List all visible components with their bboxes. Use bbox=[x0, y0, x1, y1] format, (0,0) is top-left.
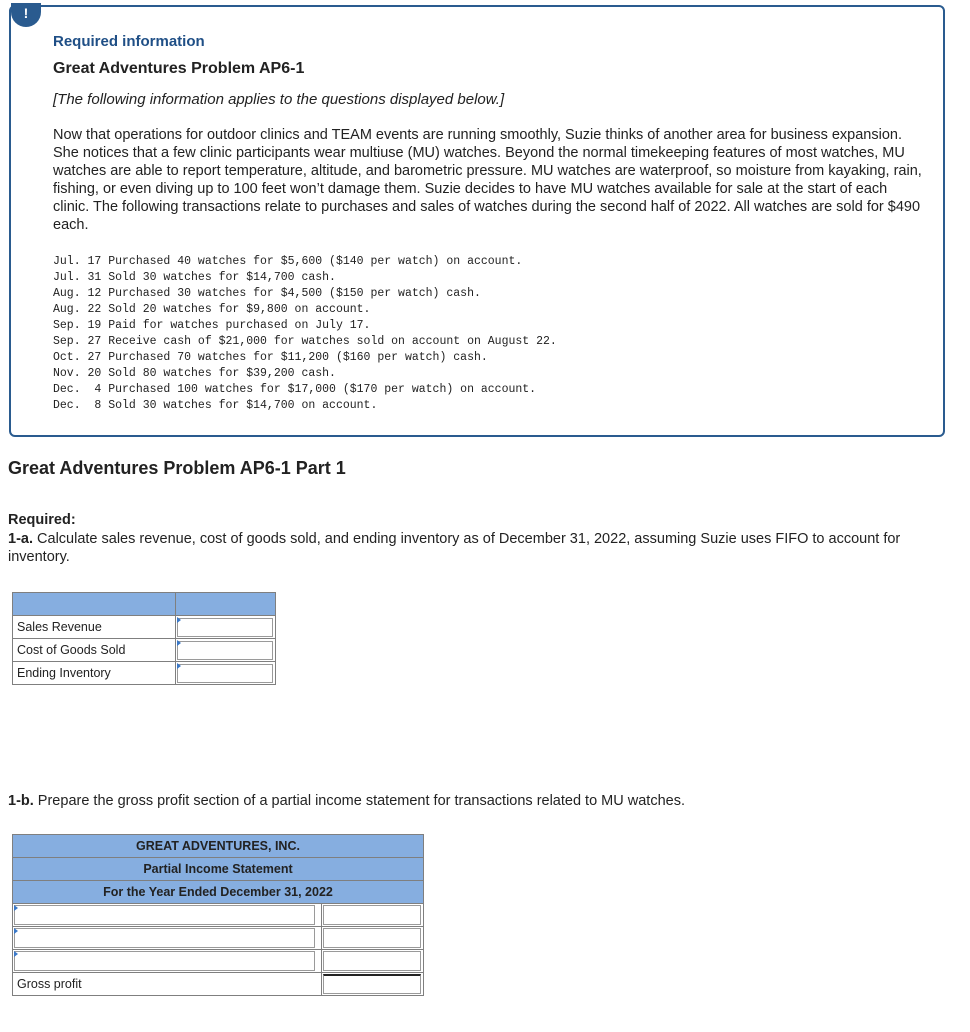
input-marker-icon bbox=[177, 640, 181, 646]
alert-icon: ! bbox=[11, 3, 41, 27]
required-information-heading: Required information bbox=[53, 33, 205, 50]
input-marker-icon bbox=[177, 663, 181, 669]
problem-narrative: Now that operations for outdoor clinics and TEAM events are running smoothly, Suzie thinks of another area for business expansion. She notices that a few clinic participants wear multiuse (MU) watches. Beyond the normal timekeeping features of most watches, MU watches are able to report temperature, altitude, and barometric pressure. MU watches are waterproof, so moisture from kayaking, rain, fishing, or even diving up to 100 feet won’t damage them. Suzie decides to have MU watches available for sale at the start of each clinic. The following transactions relate to purchases and sales of watches during the second half of 2022. All watches are sold for $490 each. bbox=[53, 127, 922, 233]
line-item-amount-input-2[interactable] bbox=[323, 928, 421, 948]
table-row bbox=[13, 973, 424, 996]
ending-inventory-input[interactable] bbox=[177, 664, 273, 683]
part-title: Great Adventures Problem AP6-1 Part 1 bbox=[8, 458, 346, 478]
dropdown-marker-icon bbox=[14, 928, 18, 934]
table-row bbox=[13, 904, 424, 927]
gross-profit-input[interactable] bbox=[323, 974, 421, 994]
table-row bbox=[13, 639, 276, 662]
gross-profit-cell bbox=[322, 973, 424, 996]
line-item-label-input-1[interactable] bbox=[14, 905, 315, 925]
transaction-line: Aug. 22 Sold 20 watches for $9,800 on account. bbox=[53, 303, 371, 316]
line-item-amount-input-3[interactable] bbox=[323, 951, 421, 971]
transaction-line: Dec. 8 Sold 30 watches for $14,700 on account. bbox=[53, 399, 378, 412]
statement-title-row bbox=[13, 835, 424, 858]
dropdown-marker-icon bbox=[14, 905, 18, 911]
transaction-line: Jul. 31 Sold 30 watches for $14,700 cash. bbox=[53, 271, 336, 284]
transaction-line: Dec. 4 Purchased 100 watches for $17,000 ($170 per watch) on account. bbox=[53, 383, 537, 396]
requirement-1b-text: Prepare the gross profit section of a partial income statement for transactions related to MU watches. bbox=[33, 793, 685, 809]
statement-title-row bbox=[13, 881, 424, 904]
table-row bbox=[13, 950, 424, 973]
requirement-1a bbox=[8, 530, 958, 566]
required-information-panel bbox=[9, 5, 945, 437]
input-marker-icon bbox=[177, 617, 181, 623]
transaction-line: Sep. 27 Receive cash of $21,000 for watches sold on account on August 22. bbox=[53, 335, 557, 348]
table-row bbox=[13, 662, 276, 685]
sales-revenue-input[interactable] bbox=[177, 618, 273, 637]
line-item-label-input-2[interactable] bbox=[14, 928, 315, 948]
requirement-1a-text: Calculate sales revenue, cost of goods sold, and ending inventory as of December 31, 2022, assuming Suzie uses FIFO to account for inventory. bbox=[8, 531, 901, 565]
line-item-amount-input-1[interactable] bbox=[323, 905, 421, 925]
requirement-1b bbox=[8, 792, 958, 810]
line-item-amount-cell bbox=[322, 950, 424, 973]
statement-period: For the Year Ended December 31, 2022 bbox=[13, 881, 424, 904]
requirement-1a-number: 1-a. bbox=[8, 531, 33, 547]
line-item-amount-cell bbox=[322, 927, 424, 950]
statement-name: Partial Income Statement bbox=[13, 858, 424, 881]
problem-title: Great Adventures Problem AP6-1 bbox=[53, 60, 305, 77]
line-item-label-cell bbox=[13, 904, 322, 927]
applies-note: [The following information applies to the questions displayed below.] bbox=[53, 91, 505, 108]
transaction-line: Sep. 19 Paid for watches purchased on July 17. bbox=[53, 319, 371, 332]
cost-of-goods-sold-input[interactable] bbox=[177, 641, 273, 660]
header-cell bbox=[13, 593, 176, 616]
transactions-list bbox=[53, 254, 557, 414]
dropdown-marker-icon bbox=[14, 951, 18, 957]
required-label: Required: bbox=[8, 512, 76, 528]
line-item-label-cell bbox=[13, 950, 322, 973]
table-row bbox=[13, 616, 276, 639]
partial-income-statement-table bbox=[12, 834, 424, 996]
company-name: GREAT ADVENTURES, INC. bbox=[13, 835, 424, 858]
ending-inventory-cell bbox=[176, 662, 276, 685]
line-item-amount-cell bbox=[322, 904, 424, 927]
header-cell bbox=[176, 593, 276, 616]
transaction-line: Nov. 20 Sold 80 watches for $39,200 cash. bbox=[53, 367, 336, 380]
cost-of-goods-sold-cell bbox=[176, 639, 276, 662]
requirement-1b-number: 1-b. bbox=[8, 793, 34, 809]
ending-inventory-label: Ending Inventory bbox=[13, 662, 176, 685]
sales-revenue-cell bbox=[176, 616, 276, 639]
transaction-line: Aug. 12 Purchased 30 watches for $4,500 ($150 per watch) cash. bbox=[53, 287, 481, 300]
gross-profit-label: Gross profit bbox=[13, 973, 322, 996]
sales-revenue-label: Sales Revenue bbox=[13, 616, 176, 639]
table-row bbox=[13, 927, 424, 950]
table-header-row bbox=[13, 593, 276, 616]
statement-title-row bbox=[13, 858, 424, 881]
transaction-line: Jul. 17 Purchased 40 watches for $5,600 ($140 per watch) on account. bbox=[53, 255, 523, 268]
line-item-label-cell bbox=[13, 927, 322, 950]
line-item-label-input-3[interactable] bbox=[14, 951, 315, 971]
cost-of-goods-sold-label: Cost of Goods Sold bbox=[13, 639, 176, 662]
transaction-line: Oct. 27 Purchased 70 watches for $11,200 ($160 per watch) cash. bbox=[53, 351, 488, 364]
fifo-results-table bbox=[12, 592, 276, 685]
